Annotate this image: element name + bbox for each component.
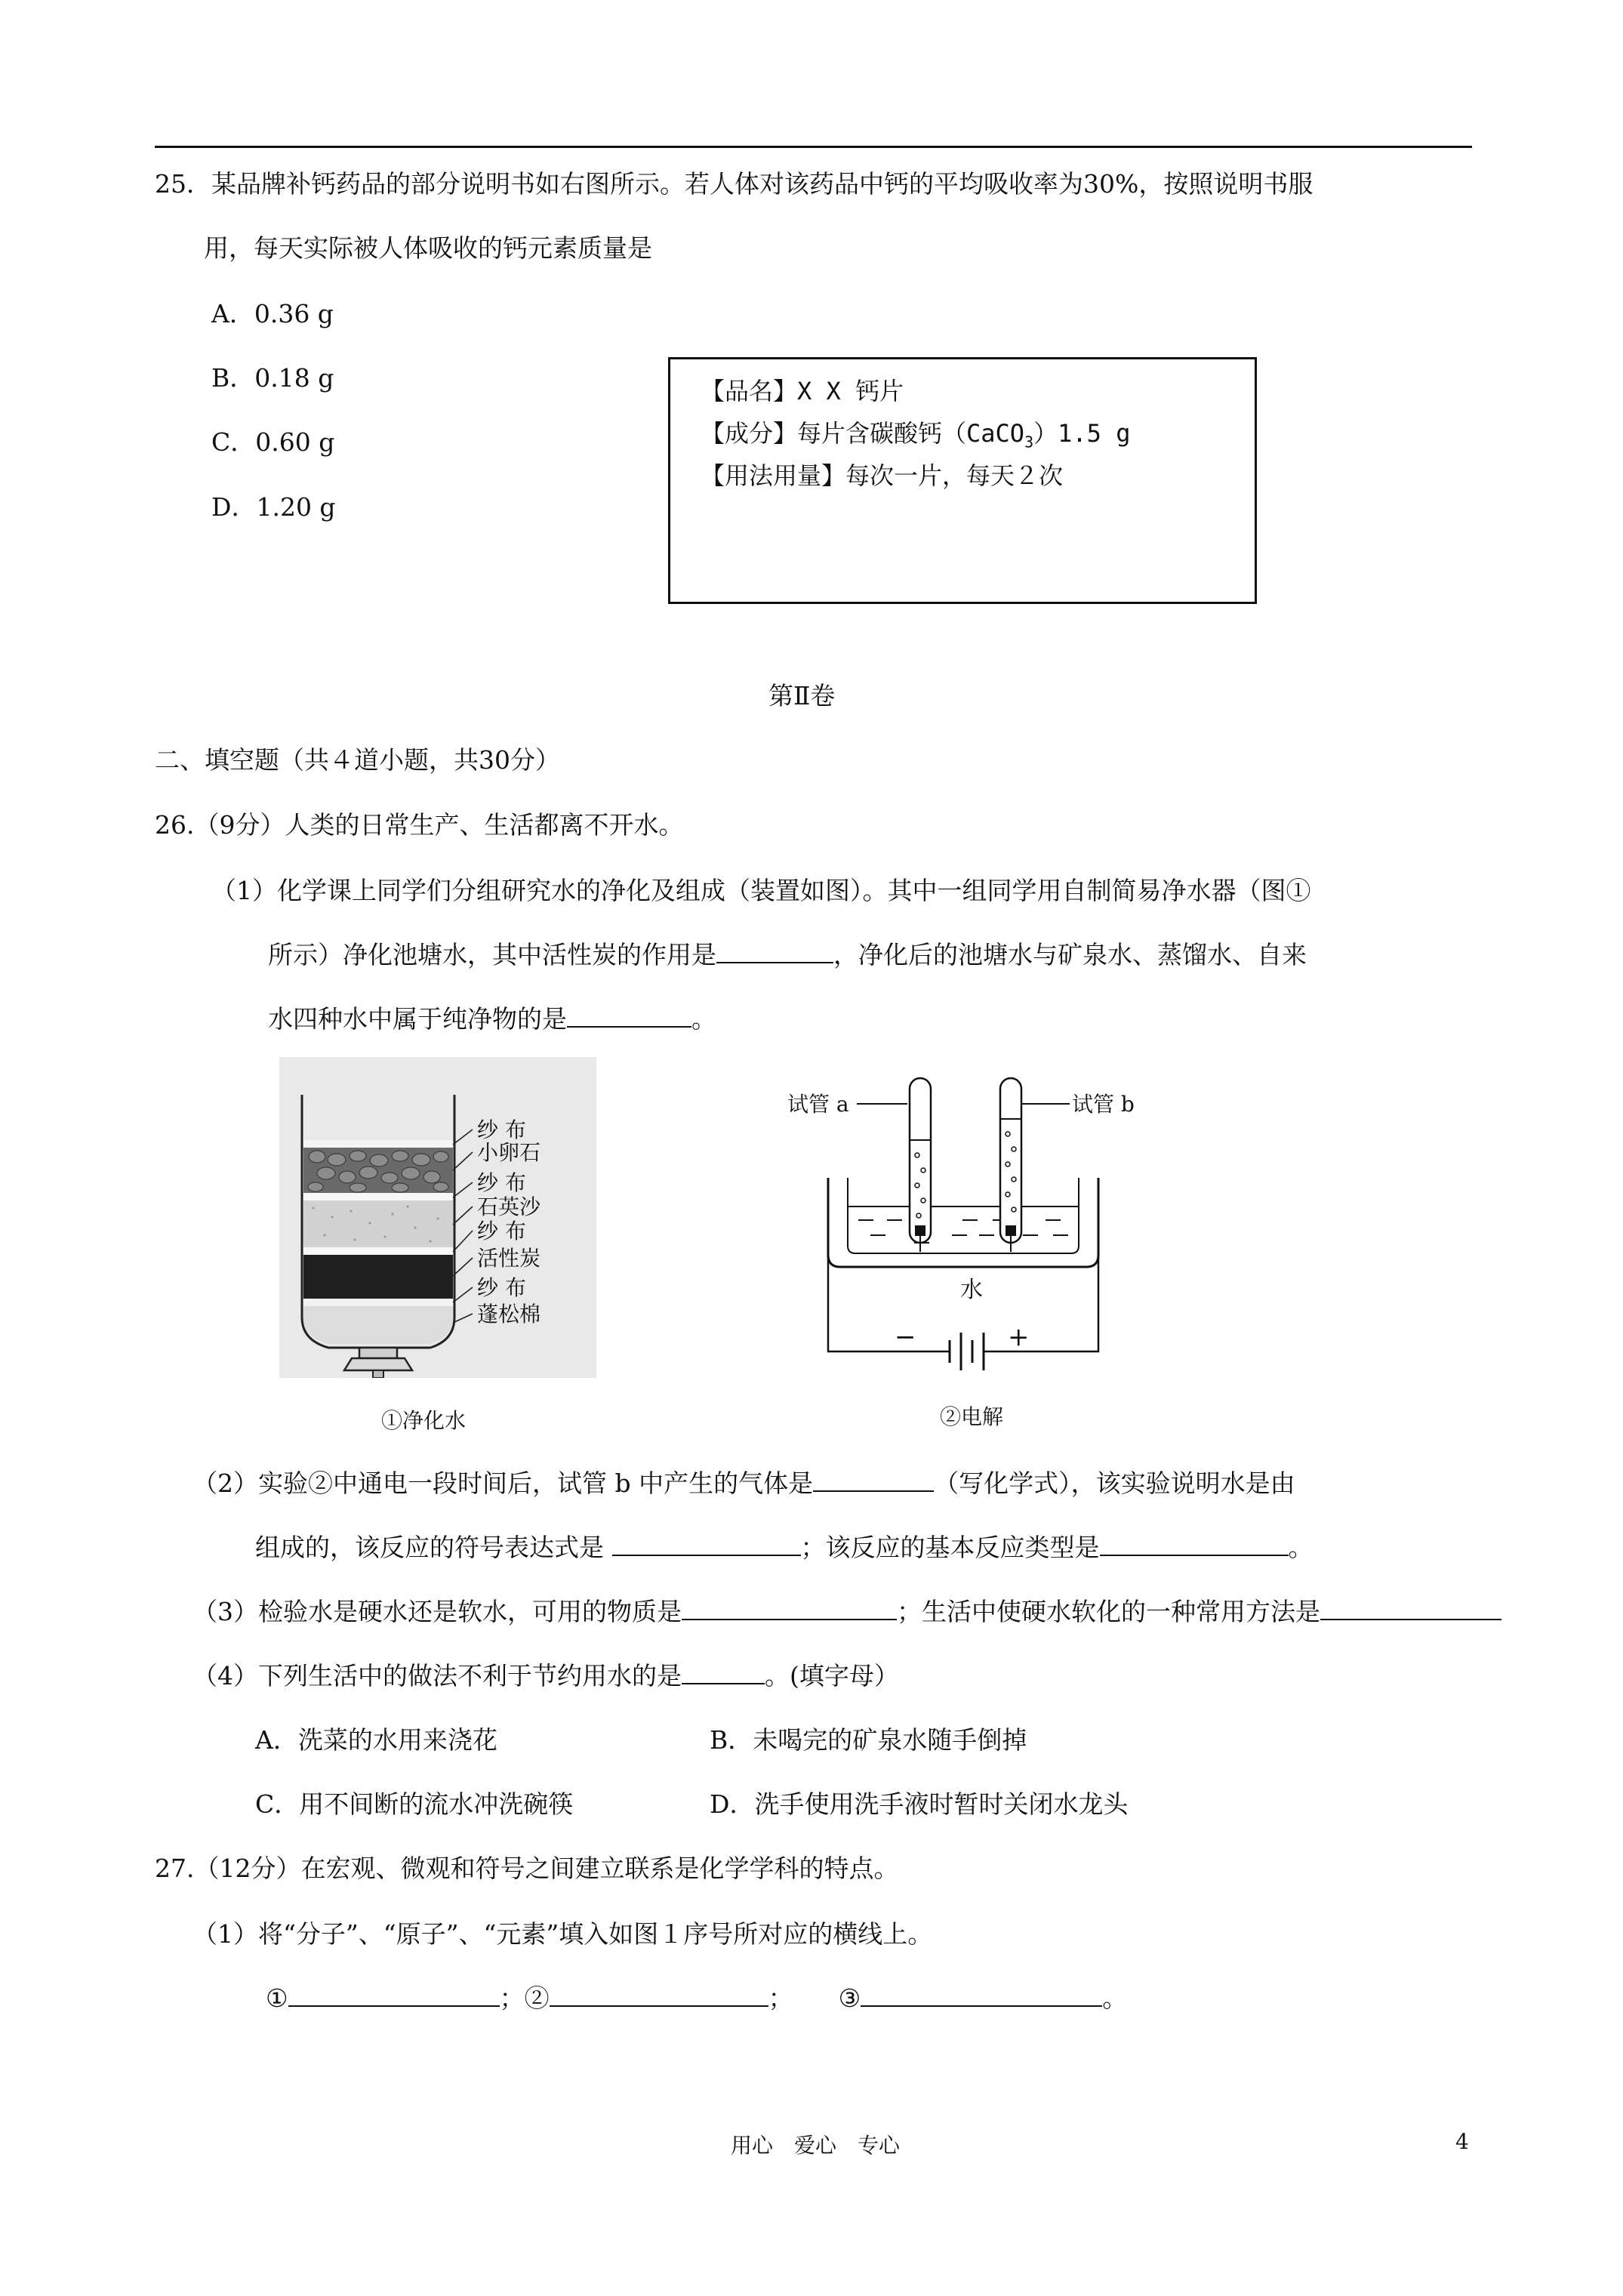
q26-part4 — [192, 1661, 899, 1691]
answer-blank-softening-method[interactable] — [1320, 1598, 1501, 1620]
purifier-cap-base — [344, 1358, 412, 1370]
q25-option-d: D．1.20 g — [211, 492, 336, 522]
q27-separator-1: ；② — [499, 1983, 550, 2013]
wire-right — [984, 1246, 1098, 1351]
purifier-cap-neck — [359, 1348, 397, 1358]
q26-part1-line3-a: 水四种水中属于纯净物的是 — [268, 1004, 567, 1034]
q26-part4-b: 。(填字母） — [765, 1661, 899, 1690]
purifier-layer-gauze-4 — [303, 1299, 453, 1306]
answer-blank-gas-b[interactable] — [813, 1469, 934, 1492]
q27-blank1-label: ① — [266, 1983, 288, 2013]
q26-part4-option-a: A．洗菜的水用来浇花 — [255, 1725, 497, 1755]
q26-part1-line3-b: 。 — [691, 1004, 716, 1034]
label-ingredient — [701, 418, 1130, 457]
q26-part4-option-b: B．未喝完的矿泉水随手倒掉 — [710, 1725, 1027, 1755]
q26-part1-line2-b: ，净化后的池塘水与矿泉水、蒸馏水、自来 — [833, 940, 1307, 969]
layer-label-gauze-1: 纱 布 — [477, 1117, 526, 1142]
label-ingredient-subscript: 3 — [1024, 433, 1034, 451]
answer-blank-3[interactable] — [861, 1984, 1102, 2007]
q26-part2-line2-a: 组成的，该反应的符号表达式是 — [255, 1533, 612, 1562]
answer-blank-reaction-type[interactable] — [1100, 1533, 1289, 1556]
label-name: 【品名】X X 钙片 — [701, 377, 904, 405]
label-ingredient-suffix: ）1.5 g — [1033, 419, 1131, 448]
figure2-caption: ②电解 — [940, 1404, 1004, 1429]
layer-label-gauze-3: 纱 布 — [477, 1219, 526, 1244]
layer-label-quartz-sand: 石英沙 — [477, 1194, 541, 1219]
answer-blank-hard-water-test[interactable] — [682, 1598, 897, 1620]
q26-part2-line2 — [255, 1533, 1313, 1563]
layer-label-cotton: 蓬松棉 — [477, 1302, 541, 1327]
electrode-a — [915, 1225, 925, 1236]
q25-option-c: C．0.60 g — [211, 427, 335, 457]
layer-label-activated-carbon: 活性炭 — [477, 1246, 541, 1271]
figure1-caption: ①净化水 — [381, 1408, 467, 1433]
tube-a-label: 试管 a — [787, 1092, 849, 1117]
wire-left — [828, 1246, 950, 1351]
answer-blank-pure-substance[interactable] — [567, 1005, 691, 1028]
water-label: 水 — [960, 1277, 983, 1303]
q27-part1: （1）将“分子”、“原子”、“元素”填入如图１序号所对应的横线上。 — [192, 1919, 933, 1949]
section-title: 第Ⅱ卷 — [768, 681, 836, 710]
q27-end: 。 — [1102, 1983, 1128, 2013]
battery-plus-label: + — [1008, 1322, 1030, 1352]
answer-blank-equation[interactable] — [612, 1533, 801, 1556]
q25-option-a: A．0.36 g — [211, 299, 334, 328]
answer-blank-water-saving[interactable] — [682, 1662, 765, 1684]
q26-part3 — [192, 1597, 1501, 1627]
q26-stem: 26.（9分）人类的日常生产、生活都离不开水。 — [155, 810, 684, 840]
q25-stem-line1: 25．某品牌补钙药品的部分说明书如右图所示。若人体对该药品中钙的平均吸收率为30%，按照说明书服 — [155, 169, 1313, 199]
page-number: 4 — [1455, 2129, 1469, 2154]
purifier-layer-gauze-3 — [303, 1247, 453, 1255]
q25-option-b: B．0.18 g — [211, 363, 334, 393]
answer-blank-2[interactable] — [550, 1984, 768, 2007]
purifier-outlet — [373, 1370, 383, 1378]
figure-electrolysis — [781, 1065, 1159, 1374]
q26-part2-line1 — [192, 1469, 1295, 1499]
layer-label-gauze-4: 纱 布 — [477, 1275, 526, 1300]
q27-separator-2: ； — [768, 1983, 793, 2013]
tube-a — [910, 1078, 931, 1243]
tube-b-label: 试管 b — [1072, 1092, 1135, 1117]
section-subtitle: 二、填空题（共４道小题，共30分） — [155, 745, 560, 775]
layer-label-gauze-2: 纱 布 — [477, 1170, 526, 1195]
label-usage: 【用法用量】每次一片，每天２次 — [701, 461, 1064, 490]
q25-stem-line2: 用，每天实际被人体吸收的钙元素质量是 — [204, 233, 652, 263]
q26-part1-line2 — [268, 940, 1307, 970]
q26-part1-line3 — [268, 1004, 716, 1034]
q26-part2-line1-a: （2）实验②中通电一段时间后，试管 b 中产生的气体是 — [192, 1469, 814, 1498]
q27-blanks-line — [266, 1983, 1127, 2014]
layer-label-pebbles: 小卵石 — [477, 1140, 541, 1165]
answer-blank-activated-carbon[interactable] — [716, 941, 833, 963]
electrolysis-beaker-inner — [848, 1178, 1079, 1253]
answer-blank-1[interactable] — [288, 1984, 500, 2007]
figure-water-purifier — [279, 1057, 596, 1378]
q26-part3-a: （3）检验水是硬水还是软水，可用的物质是 — [192, 1597, 682, 1626]
purifier-layer-gauze-1 — [303, 1140, 453, 1148]
q26-part2-line2-c: 。 — [1288, 1533, 1313, 1562]
q27-stem: 27.（12分）在宏观、微观和符号之间建立联系是化学学科的特点。 — [155, 1854, 899, 1883]
purifier-layer-gauze-2 — [303, 1193, 453, 1200]
q26-part3-b: ；生活中使硬水软化的一种常用方法是 — [897, 1597, 1320, 1626]
q26-part4-option-d: D．洗手使用洗手液时暂时关闭水龙头 — [710, 1789, 1129, 1819]
q26-part2-line1-b: （写化学式），该实验说明水是由 — [934, 1469, 1295, 1498]
purifier-layer-activated-carbon — [303, 1255, 453, 1299]
water-dashes — [858, 1220, 1068, 1243]
purifier-layer-cotton — [303, 1306, 453, 1344]
q26-part4-a: （4）下列生活中的做法不利于节约用水的是 — [192, 1661, 682, 1690]
q26-part1-line2-a: 所示）净化池塘水，其中活性炭的作用是 — [268, 940, 716, 969]
tube-b — [1000, 1078, 1021, 1243]
q27-blank3-label: ③ — [838, 1983, 861, 2013]
footer-motto: 用心 爱心 专心 — [731, 2133, 901, 2158]
electrode-b — [1006, 1225, 1016, 1236]
battery-minus-label: − — [895, 1322, 916, 1352]
q26-part1-line1: （1）化学课上同学们分组研究水的净化及组成（装置如图）。其中一组同学用自制简易净水器（图① — [211, 876, 1311, 905]
q26-part2-line2-b: ；该反应的基本反应类型是 — [800, 1533, 1100, 1562]
medicine-label-box — [668, 357, 1257, 604]
q26-part4-option-c: C．用不间断的流水冲洗碗筷 — [255, 1789, 574, 1819]
header-rule — [155, 146, 1472, 148]
label-ingredient-prefix: 【成分】每片含碳酸钙（CaCO — [701, 419, 1025, 448]
